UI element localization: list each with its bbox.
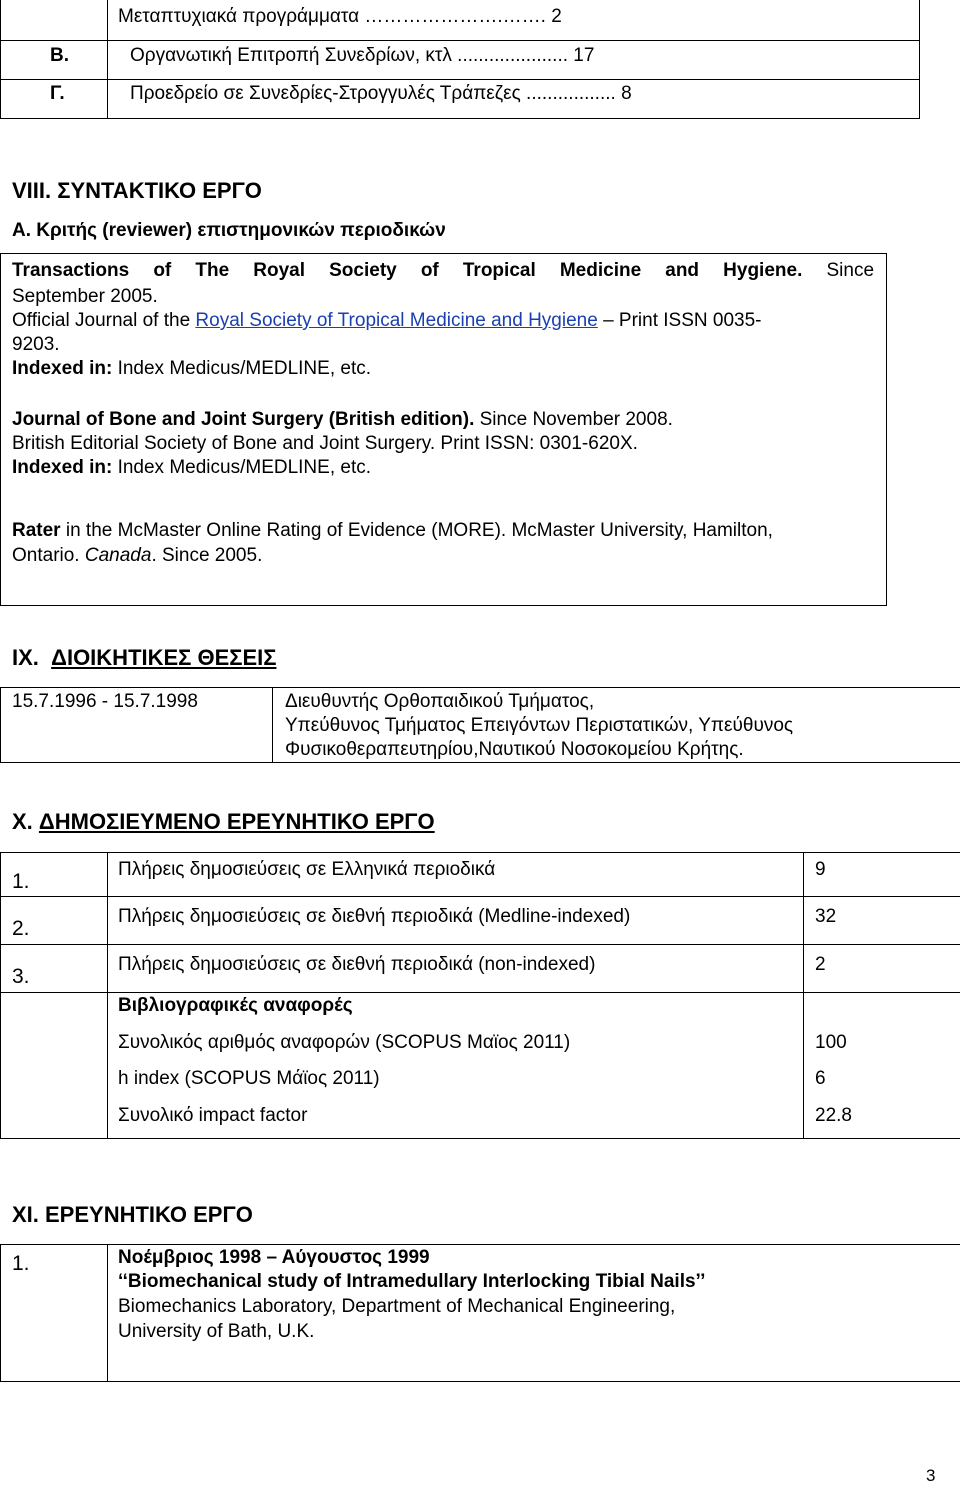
royal-society-link[interactable]: Royal Society of Tropical Medicine and Hygiene bbox=[195, 310, 598, 331]
publication-row-value: 32 bbox=[815, 906, 837, 927]
journal1-title: Transactions of The Royal Society of Tropical Medicine and Hygiene. bbox=[12, 260, 803, 281]
publications-row-line bbox=[0, 944, 960, 945]
admin-position-line: Φυσικοθεραπευτηρίου,Ναυτικού Νοσοκομείου Κρήτης. bbox=[285, 739, 744, 760]
indexed-value: Index Medicus/MEDLINE, etc. bbox=[112, 358, 372, 379]
top-table-row-line bbox=[0, 79, 920, 80]
bibliography-row-value: 6 bbox=[815, 1068, 826, 1089]
journal1-title-line bbox=[12, 259, 874, 283]
section-heading bbox=[12, 646, 276, 670]
bibliography-row-value: 22.8 bbox=[815, 1105, 852, 1126]
admin-position-line: Υπεύθυνος Τμήματος Επειγόντων Περιστατικών, Υπεύθυνος bbox=[285, 715, 794, 736]
journal2-title: Journal of Bone and Joint Surgery (British edition). bbox=[12, 409, 475, 430]
indexed-label: Indexed in: bbox=[12, 457, 113, 478]
admin-position-line: Διευθυντής Ορθοπαιδικού Τμήματος, bbox=[285, 691, 595, 712]
top-table-row-text: Μεταπτυχιακά προγράμματα ………………….……. 2 bbox=[118, 6, 562, 27]
publications-row-line bbox=[0, 992, 960, 993]
journal1-official-prefix: Official Journal of the bbox=[12, 310, 196, 331]
journal2-title-line bbox=[12, 408, 673, 432]
bibliography-heading: Βιβλιογραφικές αναφορές bbox=[118, 995, 353, 1016]
rater-line-2 bbox=[12, 544, 262, 568]
section-heading: VIII. ΣΥΝΤΑΚΤΙΚΟ ΕΡΓΟ bbox=[12, 178, 262, 203]
admin-table-divider bbox=[272, 687, 273, 763]
section-subheading: Α. Κριτής (reviewer) επιστημονικών περιοδικών bbox=[12, 220, 446, 241]
research-lab: Biomechanics Laboratory, Department of Mechanical Engineering, bbox=[118, 1296, 676, 1317]
publication-row-number: 1. bbox=[12, 870, 30, 893]
journal1-official-line bbox=[12, 309, 762, 333]
publication-row-text: Πλήρεις δημοσιεύσεις σε Ελληνικά περιοδικά bbox=[118, 859, 496, 880]
section9-number: IX. bbox=[12, 645, 39, 670]
top-table-row-label: Γ. bbox=[50, 83, 65, 104]
journal2-society: British Editorial Society of Bone and Joint Surgery. Print ISSN: 0301-620X. bbox=[12, 433, 638, 454]
rater-text: in the McMaster Online Rating of Evidence (MORE). McMaster University, Hamilton, bbox=[60, 520, 773, 541]
indexed-value: Index Medicus/MEDLINE, etc. bbox=[112, 457, 372, 478]
research-table-divider bbox=[107, 1244, 108, 1382]
journal2-since: Since November 2008. bbox=[474, 409, 673, 430]
rater-location: Ontario. bbox=[12, 545, 85, 566]
top-table-divider bbox=[107, 0, 108, 119]
section9-title: ΔΙΟΙΚΗΤΙΚΕΣ ΘΕΣΕΙΣ bbox=[51, 645, 277, 670]
rater-since: . Since 2005. bbox=[151, 545, 263, 566]
journal1-issn: – Print ISSN 0035- bbox=[597, 310, 762, 331]
publication-row-number: 3. bbox=[12, 965, 30, 988]
top-table-row-text: Οργανωτική Επιτροπή Συνεδρίων, κτλ ..................... 17 bbox=[130, 45, 595, 66]
publication-row-value: 9 bbox=[815, 859, 826, 880]
journal1-since-date: September 2005. bbox=[12, 286, 158, 307]
bibliography-row-value: 100 bbox=[815, 1032, 847, 1053]
rater-country: Canada bbox=[84, 545, 152, 566]
page-number: 3 bbox=[926, 1466, 936, 1485]
journal1-since: Since bbox=[826, 260, 875, 281]
research-university: University of Bath, U.K. bbox=[118, 1321, 315, 1342]
top-table-row-label: Β. bbox=[50, 45, 69, 66]
section10-number: X. bbox=[12, 809, 33, 834]
top-table-row-text: Προεδρείο σε Συνεδρίες-Στρογγυλές Τράπεζες ................. 8 bbox=[130, 83, 632, 104]
research-period: Νοέμβριος 1998 – Αύγουστος 1999 bbox=[118, 1247, 430, 1268]
section10-title: ΔΗΜΟΣΙΕΥΜΕΝΟ ΕΡΕΥΝΗΤΙΚΟ ΕΡΓΟ bbox=[38, 809, 435, 834]
indexed-label: Indexed in: bbox=[12, 358, 113, 379]
publication-row-value: 2 bbox=[815, 954, 826, 975]
rater-label: Rater bbox=[12, 520, 61, 541]
publications-row-line bbox=[0, 896, 960, 897]
journal1-issn-end: 9203. bbox=[12, 334, 60, 355]
top-table-row-line bbox=[0, 40, 920, 41]
publication-row-number: 2. bbox=[12, 917, 30, 940]
section-heading bbox=[12, 810, 435, 834]
journal2-indexed bbox=[12, 456, 371, 480]
rater-line bbox=[12, 519, 773, 543]
journal1-indexed bbox=[12, 357, 371, 381]
bibliography-row-text: Συνολικό impact factor bbox=[118, 1105, 308, 1126]
publication-row-text: Πλήρεις δημοσιεύσεις σε διεθνή περιοδικά (Medline-indexed) bbox=[118, 906, 631, 927]
section-heading: XI. ΕΡΕΥΝΗΤΙΚΟ ΕΡΓΟ bbox=[12, 1202, 253, 1227]
publication-row-text: Πλήρεις δημοσιεύσεις σε διεθνή περιοδικά (non-indexed) bbox=[118, 954, 596, 975]
research-row-number: 1. bbox=[12, 1252, 30, 1275]
admin-dates: 15.7.1996 - 15.7.1998 bbox=[12, 691, 198, 712]
research-title: ‘‘Biomechanical study of Intramedullary Interlocking Tibial Nails’’ bbox=[118, 1271, 706, 1292]
bibliography-row-text: Συνολικός αριθμός αναφορών (SCOPUS Μαϊος 2011) bbox=[118, 1032, 571, 1053]
bibliography-row-text: h index (SCOPUS Μάϊος 2011) bbox=[118, 1068, 380, 1089]
